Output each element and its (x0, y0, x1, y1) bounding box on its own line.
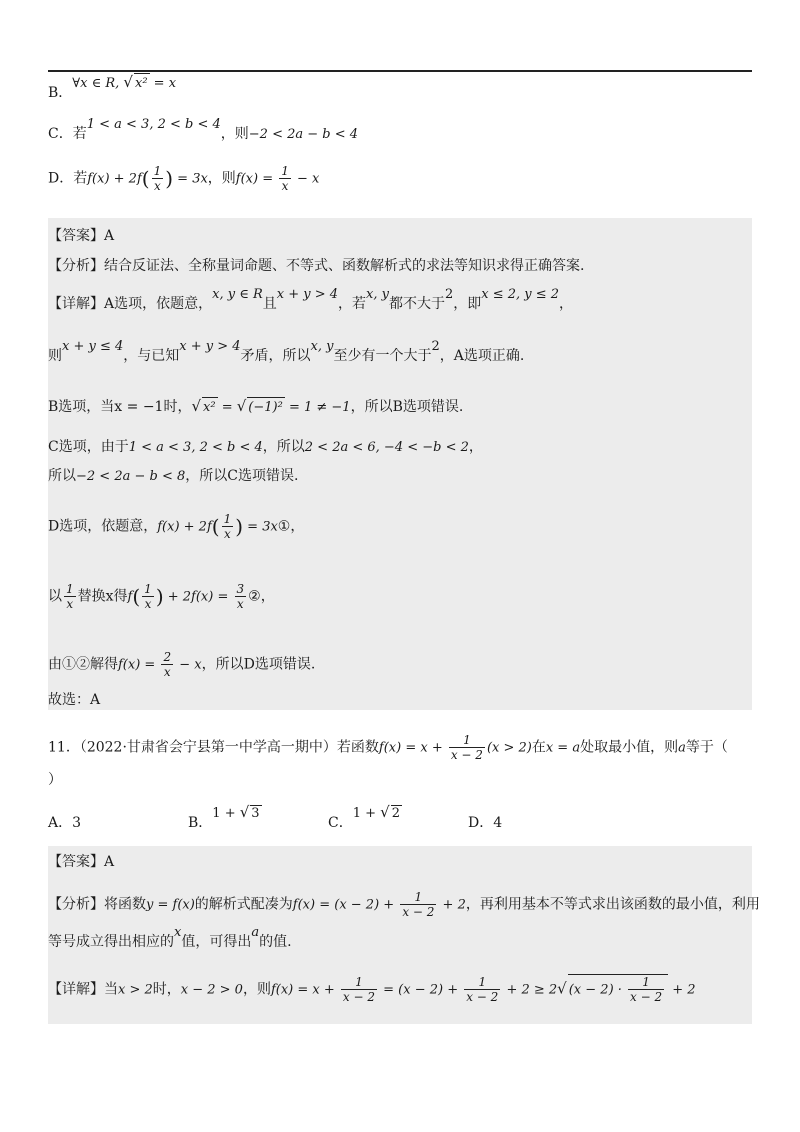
detail-line-q11: 【详解】当x > 2时，x − 2 > 0，则f(x) = x + $\frac{1}{x - 2}$ = (x − 2) + $\frac{1}{x - 2}$ + 2 ≥ 2√ (x − 2) · $\frac{1}{x - 2}$ + 2 (48, 975, 696, 1004)
detail-line-8: 由①②解得f(x) = $\frac{2}{x}$ − x，所以D选项错误. (48, 650, 316, 679)
analysis-text: 【分析】结合反证法、全称量词命题、不等式、函数解析式的求法等知识求得正确答案. (48, 258, 585, 274)
q11-option-c[interactable]: C．1 + √ 2 (328, 803, 400, 831)
option-c: C．若1 < a < 3, 2 < b < 4，则−2 < 2a − b < 4 (48, 117, 359, 142)
question-11-stem: 11．（2022·甘肃省会宁县第一中学高一期中）若函数f(x) = x + $\frac{1}{x - 2}$ (x > 2)在x = a处取最小值，则a等于（ (48, 733, 728, 762)
analysis-line-1: 【分析】将函数y = f(x)的解析式配凑为f(x) = (x − 2) + $\frac{1}{x - 2}$ + 2，再利用基本不等式求出该函数的最小值，利用 (48, 890, 760, 919)
detail-line-3: B选项，当x = −1时，√ x² = √ (−1)² = 1 ≠ −1，所以B选项错误. (48, 396, 463, 418)
detail-line-5: 所以−2 < 2a − b < 8，所以C选项错误. (48, 468, 299, 484)
detail-line-2: 则x + y ≤ 4，与已知x + y > 4矛盾，所以x, y至少有一个大于2，A选项正确. (48, 339, 525, 364)
top-rule (48, 70, 752, 72)
answer-panel-1 (48, 218, 752, 710)
answer-label: 【答案】A (48, 228, 115, 244)
answer-label-2: 【答案】A (48, 854, 115, 870)
detail-line-9: 故选：A (48, 692, 101, 708)
option-d: D．若f(x) + 2f( $\frac{1}{x}$ ) = 3x，则f(x) = $\frac{1}{x}$ − x (48, 164, 320, 193)
detail-line-1: 【详解】A选项，依题意，x, y ∈ R且x + y > 4，若x, y都不大于2，即x ≤ 2, y ≤ 2， (48, 287, 574, 312)
q11-option-b[interactable]: B．1 + √ 3 (188, 803, 260, 831)
q11-option-d[interactable]: D．4 (468, 815, 503, 831)
detail-line-4: C选项，由于1 < a < 3, 2 < b < 4，所以2 < 2a < 6, −4 < −b < 2， (48, 439, 483, 455)
q11-option-a[interactable]: A．3 (48, 815, 82, 831)
analysis-line-2: 等号成立得出相应的x值，可得出a的值. (48, 925, 292, 950)
option-b: B．∀x ∈ R, √ x² = x (48, 73, 177, 101)
question-11-close: ） (48, 772, 62, 788)
detail-line-6: D选项，依题意，f(x) + 2f( $\frac{1}{x}$ ) = 3x①， (48, 512, 305, 541)
detail-line-7: 以 $\frac{1}{x}$ 替换x得f( $\frac{1}{x}$ ) + 2f(x) = $\frac{3}{x}$ ②， (48, 582, 275, 611)
